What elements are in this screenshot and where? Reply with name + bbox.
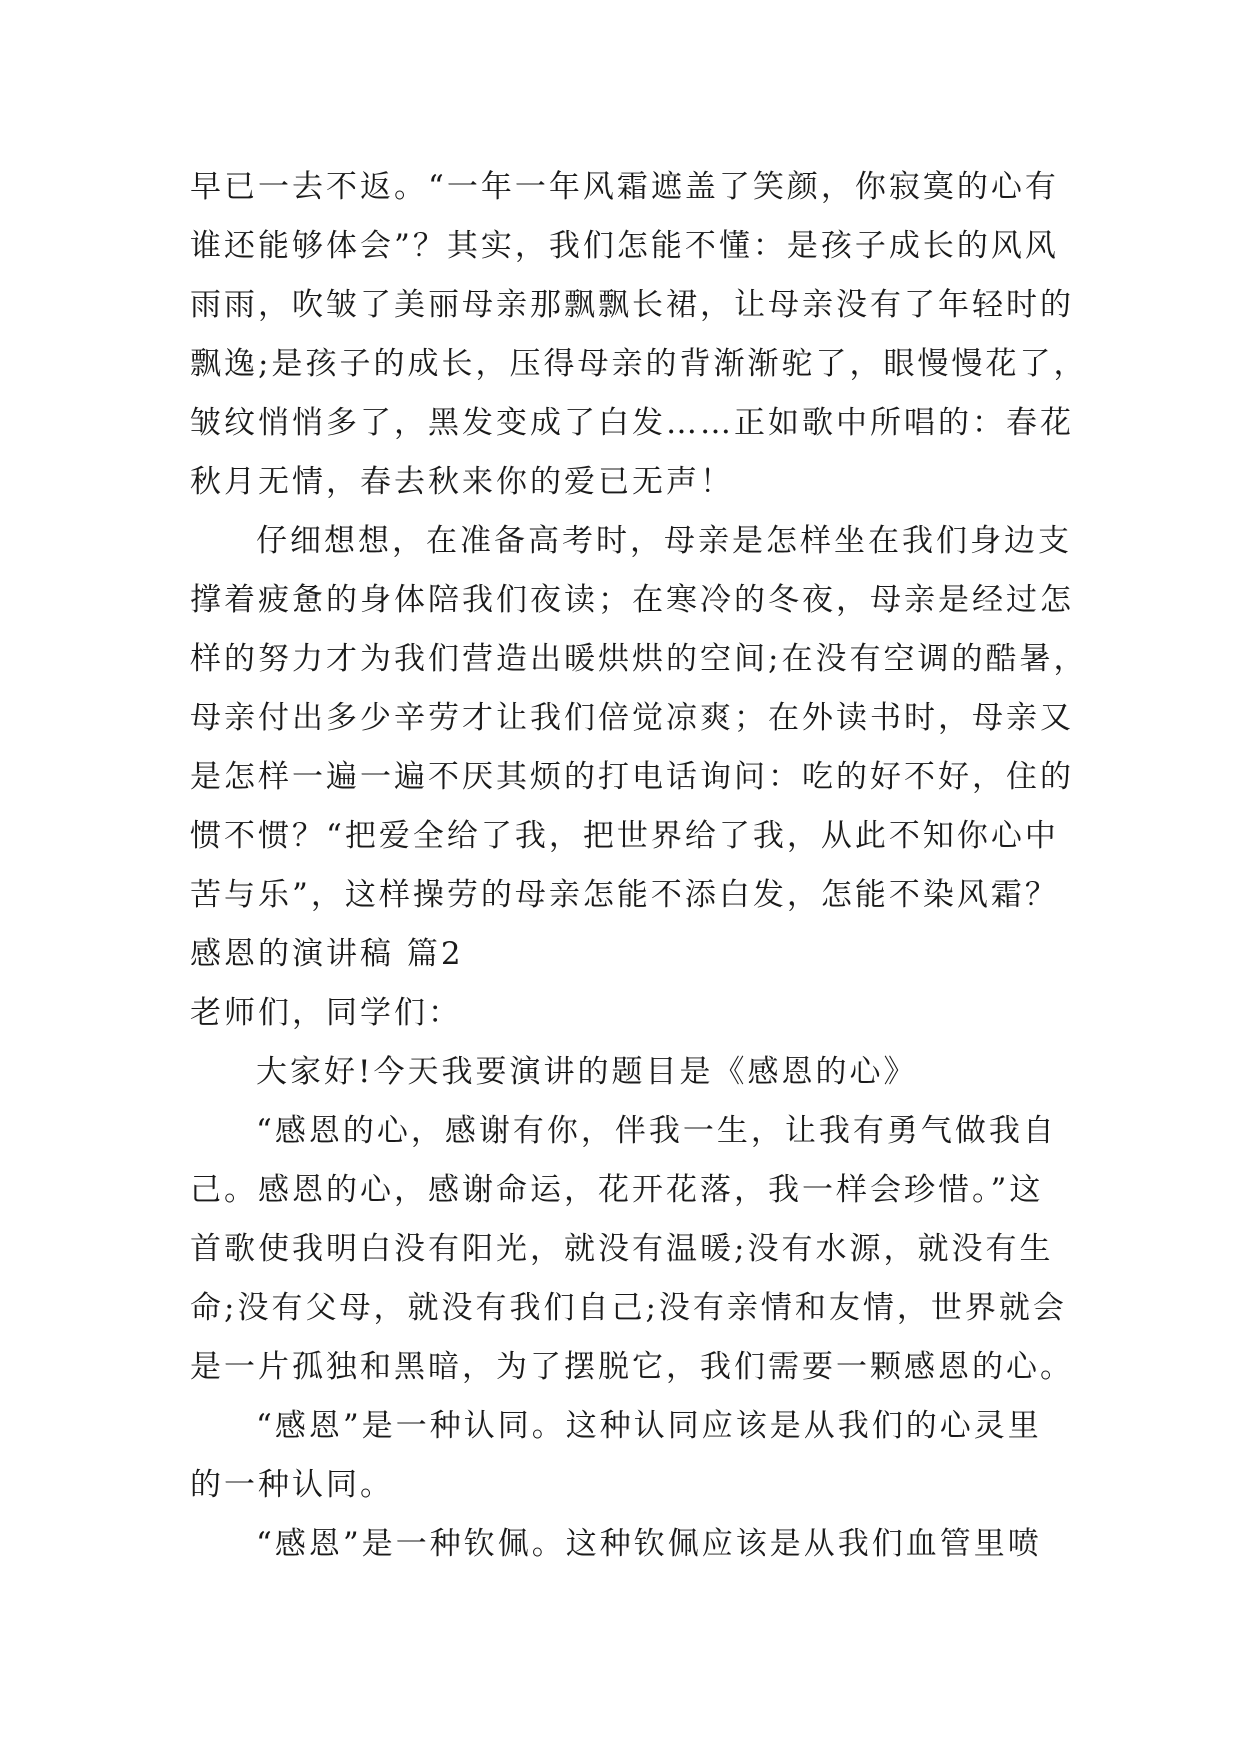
paragraph — [190, 1043, 1070, 1102]
text-line: 秋月无情，春去秋来你的爱已无声！ — [190, 464, 734, 500]
paragraph — [190, 925, 1070, 984]
text-line: 是一片孤独和黑暗，为了摆脱它，我们需要一颗感恩的心。 — [190, 1349, 1074, 1385]
text-line: 苦与乐”，这样操劳的母亲怎能不添白发，怎能不染风霜？ — [190, 877, 1059, 913]
text-line: 飘逸;是孩子的成长，压得母亲的背渐渐驼了，眼慢慢花了， — [190, 346, 1088, 382]
text-line: 己。感恩的心，感谢命运，花开花落，我一样会珍惜。”这 — [190, 1172, 1044, 1208]
text-line: 首歌使我明白没有阳光，就没有温暖;没有水源，就没有生 — [190, 1231, 1054, 1267]
paragraph — [190, 158, 1088, 512]
text-line: 大家好!今天我要演讲的题目是《感恩的心》 — [256, 1054, 918, 1090]
text-line: 皱纹悄悄多了，黑发变成了白发……正如歌中所唱的：春花 — [190, 405, 1074, 441]
text-line: 仔细想想，在准备高考时，母亲是怎样坐在我们身边支 — [256, 523, 1072, 559]
text-line: 的一种认同。 — [190, 1467, 394, 1503]
text-line: “感恩”是一种钦佩。这种钦佩应该是从我们血管里喷 — [256, 1526, 1042, 1562]
text-line: 老师们，同学们： — [190, 995, 462, 1031]
paragraph — [190, 1102, 1074, 1397]
document-body — [190, 158, 1088, 1574]
text-line: 命;没有父母，就没有我们自己;没有亲情和友情，世界就会 — [190, 1290, 1067, 1326]
text-line: 感恩的演讲稿 篇2 — [190, 936, 464, 972]
text-line: 样的努力才为我们营造出暖烘烘的空间;在没有空调的酷暑， — [190, 641, 1088, 677]
paragraph — [190, 1515, 1070, 1574]
text-line: 撑着疲惫的身体陪我们夜读；在寒冷的冬夜，母亲是经过怎 — [190, 582, 1074, 618]
text-line: 早已一去不返。“一年一年风霜遮盖了笑颜，你寂寞的心有 — [190, 169, 1059, 205]
text-line: “感恩”是一种认同。这种认同应该是从我们的心灵里 — [256, 1408, 1042, 1444]
paragraph — [190, 512, 1088, 925]
paragraph — [190, 984, 1070, 1043]
text-line: 是怎样一遍一遍不厌其烦的打电话询问：吃的好不好，住的 — [190, 759, 1074, 795]
text-line: 雨雨，吹皱了美丽母亲那飘飘长裙，让母亲没有了年轻时的 — [190, 287, 1074, 323]
text-line: 惯不惯？“把爱全给了我，把世界给了我，从此不知你心中 — [190, 818, 1059, 854]
text-line: 谁还能够体会”？其实，我们怎能不懂：是孩子成长的风风 — [190, 228, 1059, 264]
text-line: “感恩的心，感谢有你，伴我一生，让我有勇气做我自 — [256, 1113, 1057, 1149]
paragraph — [190, 1397, 1070, 1515]
text-line: 母亲付出多少辛劳才让我们倍觉凉爽；在外读书时，母亲又 — [190, 700, 1074, 736]
